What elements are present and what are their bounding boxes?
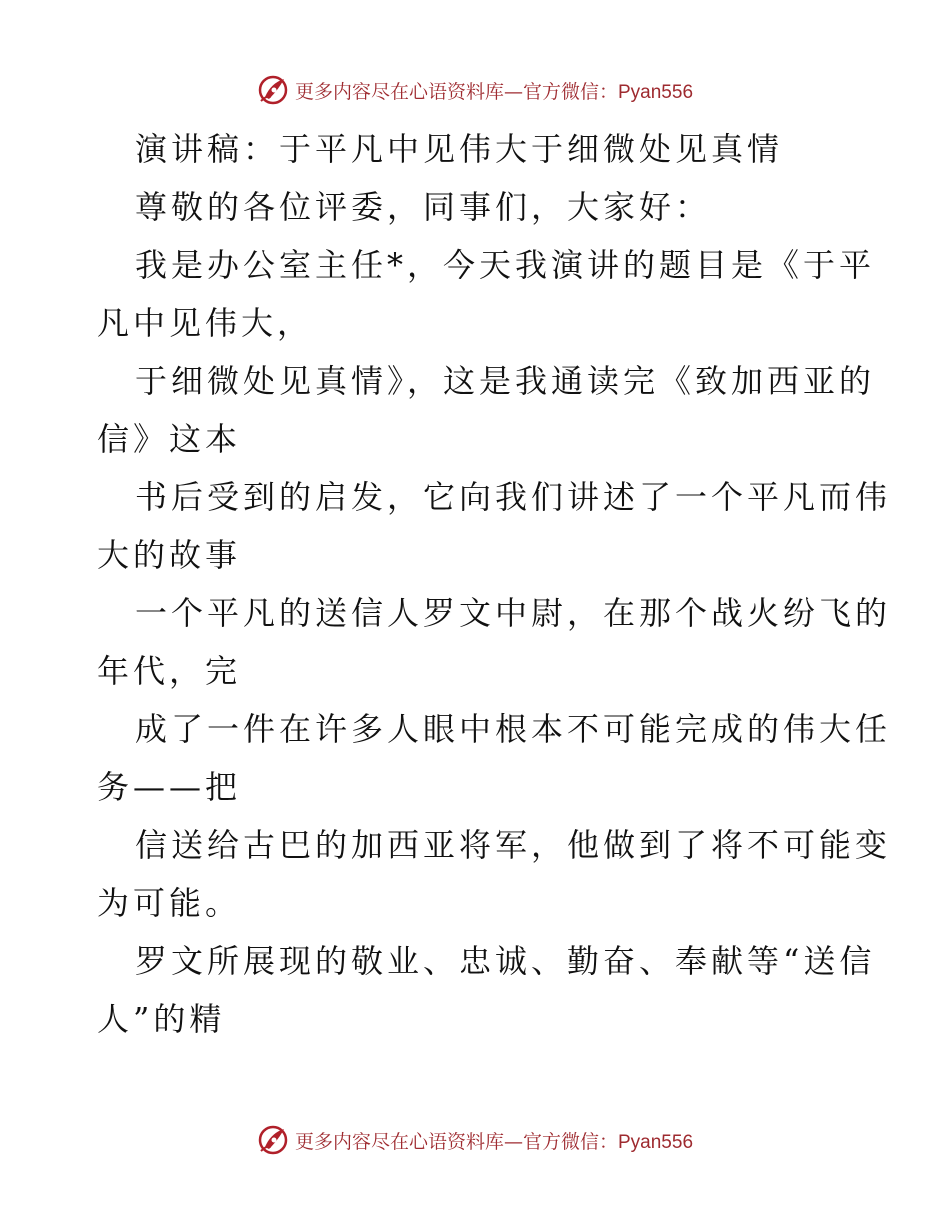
header-banner-wechat: 官方微信：Pyan556 [523,81,694,103]
text-line: 于细微处见真情》，这是我通读完《致加西亚的 [135,362,876,400]
text-line: 尊敬的各位评委，同事们，大家好： [135,188,712,226]
footer-banner-text [295,1127,693,1154]
text-line: 年代，完 [97,652,242,690]
text-line: 信》这本 [97,420,242,458]
pen-nib-logo-icon [257,73,291,107]
text-line: 凡中见伟大， [97,304,314,342]
text-line: 我是办公室主任*，今天我演讲的题目是《于平 [135,246,876,284]
header-banner-text [295,77,693,104]
pen-nib-logo-icon [257,1123,291,1157]
text-line: 演讲稿：于平凡中见伟大于细微处见真情 [135,130,784,168]
header-banner-main: 更多内容尽在心语资料库— [294,80,523,103]
document-body [97,120,892,1048]
footer-banner-main: 更多内容尽在心语资料库— [294,1130,523,1153]
text-line: 人”的精 [97,1000,226,1038]
text-line: 大的故事 [97,536,242,574]
header-banner [0,70,950,110]
text-line: 信送给古巴的加西亚将军，他做到了将不可能变 [135,826,892,864]
text-line: 为可能。 [97,884,242,922]
text-line: 成了一件在许多人眼中根本不可能完成的伟大任 [135,710,892,748]
text-line: 一个平凡的送信人罗文中尉，在那个战火纷飞的 [135,594,892,632]
text-line: 书后受到的启发，它向我们讲述了一个平凡而伟 [135,478,892,516]
text-line: 务——把 [97,768,242,806]
footer-banner [0,1120,950,1160]
text-line: 罗文所展现的敬业、忠诚、勤奋、奉献等“送信 [135,942,876,980]
footer-banner-wechat: 官方微信：Pyan556 [523,1131,694,1153]
